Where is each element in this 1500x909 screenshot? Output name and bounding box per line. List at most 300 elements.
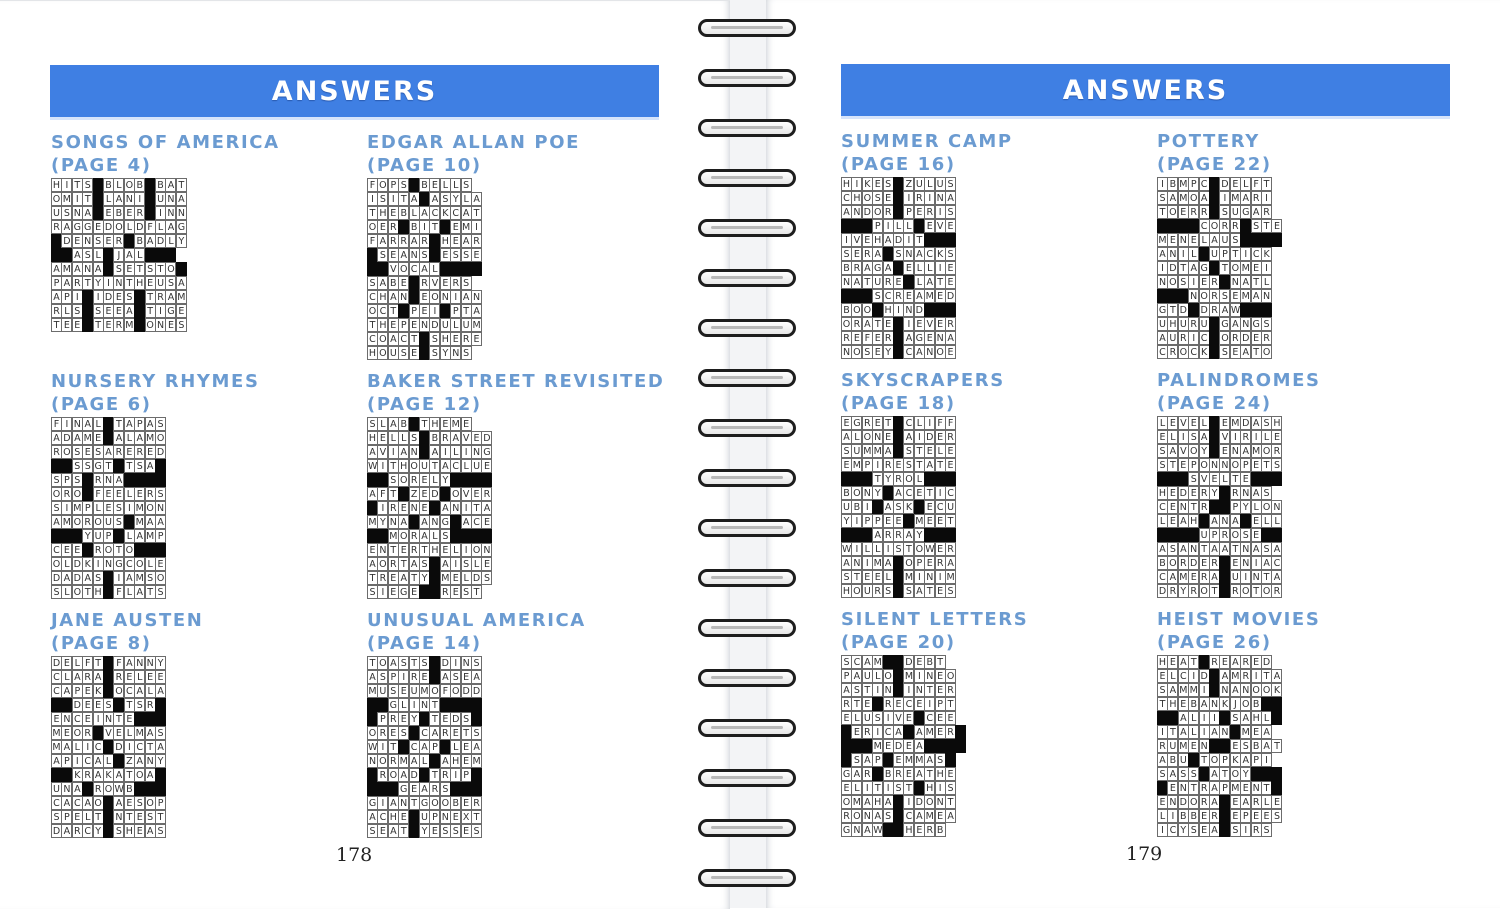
black-square [1209, 177, 1220, 191]
answer-cell: A [113, 192, 124, 206]
answer-cell: R [145, 698, 156, 712]
answer-cell: A [1261, 556, 1272, 570]
answer-cell: N [926, 572, 934, 583]
answer-cell: H [379, 292, 387, 303]
answer-cell: B [124, 782, 135, 796]
black-square [145, 712, 156, 726]
answer-cell: E [450, 726, 461, 740]
black-square [1219, 795, 1230, 809]
answer-cell: S [398, 178, 409, 192]
answer-cell: S [883, 584, 894, 598]
answer-cell: A [419, 262, 430, 276]
answer-cell: E [1178, 697, 1189, 711]
answer-cell: S [461, 585, 472, 599]
answer-cell: A [1209, 781, 1220, 795]
black-square [1219, 556, 1230, 570]
answer-cell: N [157, 503, 165, 514]
answer-cell: M [1231, 418, 1240, 429]
answer-cell: R [377, 571, 388, 585]
answer-cell: W [114, 784, 124, 795]
answer-cell: H [452, 756, 460, 767]
answer-cell: R [93, 543, 104, 557]
answer-cell: T [461, 304, 472, 318]
answer-cell: D [52, 573, 61, 584]
answer-cell: V [461, 431, 472, 445]
black-square [461, 782, 472, 796]
spiral-ring [698, 719, 796, 737]
answer-cell: S [1240, 739, 1251, 753]
answer-cell: O [853, 488, 861, 499]
answer-cell: A [124, 417, 135, 431]
answer-cell: T [872, 781, 883, 795]
grid-row [367, 670, 586, 684]
answer-cell: T [388, 459, 399, 473]
answer-cell: M [873, 446, 882, 457]
black-square [419, 712, 430, 726]
answer-cell: A [893, 725, 904, 739]
answer-cell: S [377, 248, 388, 262]
answer-cell: S [419, 656, 430, 670]
black-square [851, 528, 862, 542]
answer-cell: A [61, 220, 72, 234]
answer-cell: L [914, 275, 925, 289]
answer-cell: L [124, 431, 135, 445]
answer-cell: Y [1209, 486, 1220, 500]
answer-cell: P [872, 753, 883, 767]
answer-cell: Z [409, 487, 420, 501]
grid-row [841, 542, 1005, 556]
black-square [862, 219, 873, 233]
answer-cell: A [51, 431, 62, 445]
answer-cell: C [429, 206, 440, 220]
answer-cell: U [945, 500, 956, 514]
answer-cell: A [1209, 233, 1220, 247]
answer-cell: A [155, 740, 166, 754]
black-square [1209, 331, 1220, 345]
grid-row [1157, 191, 1282, 205]
crossword-grid [1157, 655, 1320, 837]
answer-cell: R [1261, 205, 1272, 219]
spiral-ring [698, 219, 796, 237]
answer-cell: D [1190, 558, 1198, 569]
answer-cell: D [52, 658, 61, 669]
answer-cell: B [841, 261, 852, 275]
answer-cell: E [841, 711, 852, 725]
answer-cell: L [61, 304, 72, 318]
answer-cell: I [914, 669, 925, 683]
puzzle-page-ref: (PAGE 16) [841, 154, 956, 175]
answer-cell: E [1230, 739, 1241, 753]
answer-cell: U [419, 459, 430, 473]
answer-cell: E [945, 345, 956, 359]
answer-cell: N [1231, 277, 1239, 288]
answer-cell: R [1251, 795, 1262, 809]
answer-cell: O [905, 558, 913, 569]
answer-cell: O [452, 686, 460, 697]
answer-cell: Y [841, 514, 852, 528]
answer-cell: R [155, 290, 166, 304]
answer-cell: I [1251, 430, 1262, 444]
answer-cell: M [946, 572, 955, 583]
answer-cell: O [1169, 207, 1177, 218]
grid-row [367, 501, 664, 515]
answer-cell: T [945, 697, 956, 711]
answer-cell: M [462, 222, 471, 233]
answer-cell: E [72, 318, 83, 332]
answer-cell: R [1251, 191, 1262, 205]
grid-row [1157, 697, 1320, 711]
answer-cell: E [945, 444, 956, 458]
answer-cell: Y [419, 824, 430, 838]
black-square [1271, 697, 1282, 711]
answer-cell: O [146, 798, 154, 809]
answer-cell: U [914, 177, 925, 191]
answer-cell: M [135, 517, 144, 528]
grid-row [841, 205, 1013, 219]
answer-cell: S [945, 205, 956, 219]
grid-row [367, 178, 580, 192]
answer-cell: P [1188, 177, 1199, 191]
answer-cell: B [1188, 809, 1199, 823]
answer-cell: E [388, 585, 399, 599]
grid-row [1157, 233, 1282, 247]
answer-cell: E [409, 346, 420, 360]
answer-cell: S [377, 192, 388, 206]
answer-cell: O [368, 222, 377, 233]
answer-cell: S [1219, 289, 1230, 303]
answer-cell: T [113, 543, 124, 557]
answer-cell: A [1251, 486, 1262, 500]
answer-cell: F [82, 656, 93, 670]
grid-row [51, 304, 280, 318]
answer-cell: B [134, 178, 145, 192]
answer-cell: T [409, 571, 420, 585]
answer-cell: N [1263, 291, 1271, 302]
answer-cell: E [935, 289, 946, 303]
answer-cell: S [1230, 233, 1241, 247]
answer-cell: A [1199, 191, 1210, 205]
answer-cell: S [155, 417, 166, 431]
grid-row [51, 754, 203, 768]
black-square [419, 585, 430, 599]
answer-cell: E [1251, 528, 1262, 542]
answer-cell: G [368, 798, 377, 809]
answer-cell: O [1242, 699, 1250, 710]
answer-cell: S [862, 345, 873, 359]
answer-cell: R [883, 528, 894, 542]
answer-cell: P [450, 304, 461, 318]
answer-cell: E [945, 261, 956, 275]
answer-cell: E [883, 514, 894, 528]
grid-row [841, 303, 1013, 317]
answer-cell: L [398, 431, 409, 445]
answer-cell: E [398, 543, 409, 557]
grid-row [841, 486, 1005, 500]
black-square [367, 698, 378, 712]
answer-cell: E [914, 697, 925, 711]
answer-cell: I [377, 501, 388, 515]
answer-cell: S [409, 431, 420, 445]
answer-cell: T [914, 458, 925, 472]
answer-cell: L [103, 192, 114, 206]
answer-cell: V [851, 233, 862, 247]
grid-row [51, 206, 280, 220]
answer-cell: A [134, 585, 145, 599]
answer-cell: A [61, 740, 72, 754]
answer-cell: A [1178, 542, 1189, 556]
answer-cell: D [73, 559, 81, 570]
answer-cell: T [471, 585, 482, 599]
answer-cell: E [450, 234, 461, 248]
black-square [450, 698, 461, 712]
answer-cell: A [113, 796, 124, 810]
answer-cell: A [367, 445, 378, 459]
black-square [93, 206, 104, 220]
black-square [924, 528, 935, 542]
answer-cell: I [924, 191, 935, 205]
answer-cell: I [1230, 430, 1241, 444]
answer-cell: A [914, 289, 925, 303]
grid-row [367, 515, 664, 529]
black-square [82, 290, 93, 304]
black-square [398, 220, 409, 234]
answer-cell: P [377, 712, 388, 726]
answer-cell: A [862, 261, 873, 275]
answer-cell: I [429, 304, 440, 318]
black-square [841, 472, 852, 486]
answer-cell: O [167, 264, 175, 275]
answer-cell: S [1251, 219, 1262, 233]
answer-cell: N [884, 685, 892, 696]
answer-cell: N [1179, 783, 1187, 794]
black-square [51, 248, 62, 262]
answer-cell: S [872, 191, 883, 205]
puzzle-title: SONGS OF AMERICA [51, 132, 280, 153]
answer-cell: T [471, 206, 482, 220]
grid-row [367, 487, 664, 501]
answer-cell: M [1241, 291, 1250, 302]
answer-cell: U [103, 515, 114, 529]
black-square [1167, 711, 1178, 725]
answer-cell: M [925, 811, 934, 822]
answer-cell: A [113, 431, 124, 445]
answer-cell: A [409, 192, 420, 206]
answer-cell: K [1199, 345, 1210, 359]
answer-cell: A [471, 304, 482, 318]
answer-cell: E [82, 712, 93, 726]
black-square [1209, 416, 1220, 430]
answer-cell: A [903, 528, 914, 542]
answer-cell: N [167, 194, 175, 205]
answer-cell: A [93, 262, 104, 276]
answer-cell: M [135, 503, 144, 514]
answer-cell: S [388, 684, 399, 698]
answer-cell: O [136, 770, 144, 781]
answer-cell: C [377, 810, 388, 824]
grid-row [51, 318, 280, 332]
spiral-ring [698, 569, 796, 587]
grid-row [367, 768, 586, 782]
answer-cell: O [936, 347, 944, 358]
black-square [471, 262, 482, 276]
answer-cell: I [872, 725, 883, 739]
answer-cell: T [398, 192, 409, 206]
answer-cell: O [1210, 755, 1219, 766]
answer-cell: A [461, 234, 472, 248]
answer-cell: N [431, 517, 439, 528]
answer-cell: L [450, 740, 461, 754]
answer-cell: T [1251, 584, 1262, 598]
grid-row [367, 571, 664, 585]
answer-cell: S [450, 824, 461, 838]
answer-cell: I [914, 570, 925, 584]
answer-cell: L [145, 684, 156, 698]
black-square [440, 304, 451, 318]
answer-cell: C [51, 796, 62, 810]
answer-cell: D [73, 573, 81, 584]
answer-cell: F [113, 585, 124, 599]
answer-cell: N [104, 475, 113, 486]
answer-cell: O [1231, 263, 1240, 274]
black-square [1209, 669, 1220, 683]
grid-row [367, 206, 580, 220]
answer-cell: N [936, 797, 944, 808]
answer-cell: S [841, 247, 852, 261]
grid-row [841, 416, 1005, 430]
answer-cell: V [1219, 430, 1230, 444]
answer-cell: U [1219, 233, 1230, 247]
answer-cell: R [440, 431, 451, 445]
black-square [935, 303, 946, 317]
answer-cell: R [945, 683, 956, 697]
answer-cell: S [440, 529, 451, 543]
answer-cell: D [104, 222, 113, 233]
answer-cell: O [379, 559, 387, 570]
answer-cell: E [851, 331, 862, 345]
answer-cell: E [862, 697, 873, 711]
answer-cell: A [82, 796, 93, 810]
answer-cell: I [903, 233, 914, 247]
answer-cell: T [409, 796, 420, 810]
answer-cell: S [72, 304, 83, 318]
answer-cell: R [409, 473, 420, 487]
answer-cell: N [1221, 460, 1229, 471]
answer-cell: A [862, 655, 873, 669]
answer-cell: N [1221, 727, 1229, 738]
answer-cell: N [915, 685, 923, 696]
answer-cell: E [872, 570, 883, 584]
answer-cell: E [113, 487, 124, 501]
answer-cell: L [145, 557, 156, 571]
answer-cell: U [862, 669, 873, 683]
answer-cell: S [945, 781, 956, 795]
black-square [377, 782, 388, 796]
answer-cell: A [72, 782, 83, 796]
answer-cell: I [914, 430, 925, 444]
black-square [1209, 345, 1220, 359]
answer-cell: O [926, 797, 934, 808]
answer-cell: I [872, 458, 883, 472]
answer-cell: T [51, 318, 62, 332]
answer-cell: F [93, 487, 104, 501]
answer-cell: R [1167, 584, 1178, 598]
grid-row [51, 487, 260, 501]
answer-cell: E [82, 698, 93, 712]
answer-cell: E [124, 670, 135, 684]
answer-cell: E [398, 712, 409, 726]
grid-row [367, 304, 580, 318]
answer-cell: T [851, 697, 862, 711]
answer-cell: I [1157, 177, 1168, 191]
answer-cell: O [146, 503, 154, 514]
answer-cell: N [863, 488, 871, 499]
black-square [419, 768, 430, 782]
answer-cell: P [61, 290, 72, 304]
answer-cell: R [82, 515, 93, 529]
answer-cell: E [935, 669, 946, 683]
answer-cell: S [1261, 486, 1272, 500]
answer-cell: P [1240, 809, 1251, 823]
answer-cell: R [872, 584, 883, 598]
answer-cell: L [155, 220, 166, 234]
answer-cell: E [61, 543, 72, 557]
black-square [903, 275, 914, 289]
answer-cell: T [82, 585, 93, 599]
answer-cell: A [419, 206, 430, 220]
answer-cell: I [419, 220, 430, 234]
answer-cell: N [104, 559, 113, 570]
answer-cell: A [1167, 570, 1178, 584]
answer-cell: I [851, 177, 862, 191]
answer-cell: E [903, 767, 914, 781]
answer-cell: E [471, 248, 482, 262]
puzzle-page-ref: (PAGE 8) [51, 633, 152, 654]
answer-cell: L [1167, 669, 1178, 683]
spiral-ring [698, 469, 796, 487]
answer-cell: G [1158, 305, 1167, 316]
answer-cell: S [398, 726, 409, 740]
black-square [1261, 472, 1272, 486]
answer-cell: S [1188, 472, 1199, 486]
answer-cell: O [1221, 333, 1229, 344]
spiral-ring [698, 419, 796, 437]
black-square [471, 768, 482, 782]
answer-cell: O [863, 305, 872, 316]
answer-cell: I [1188, 669, 1199, 683]
answer-cell: R [481, 487, 492, 501]
answer-cell: R [924, 205, 935, 219]
answer-cell: E [481, 515, 492, 529]
answer-cell: A [841, 683, 852, 697]
grid-row [51, 248, 280, 262]
black-square [429, 754, 440, 768]
answer-cell: T [124, 810, 135, 824]
black-square [1209, 205, 1220, 219]
answer-cell: T [471, 501, 482, 515]
answer-cell: N [1190, 544, 1198, 555]
answer-cell: M [1231, 783, 1240, 794]
black-square [945, 233, 956, 247]
black-square [367, 712, 378, 726]
answer-cell: O [1189, 193, 1198, 204]
black-square [409, 824, 420, 838]
answer-cell: A [841, 430, 852, 444]
answer-cell: C [72, 796, 83, 810]
answer-cell: E [440, 543, 451, 557]
answer-cell: E [124, 712, 135, 726]
answer-cell: A [398, 768, 409, 782]
black-square [1261, 233, 1272, 247]
